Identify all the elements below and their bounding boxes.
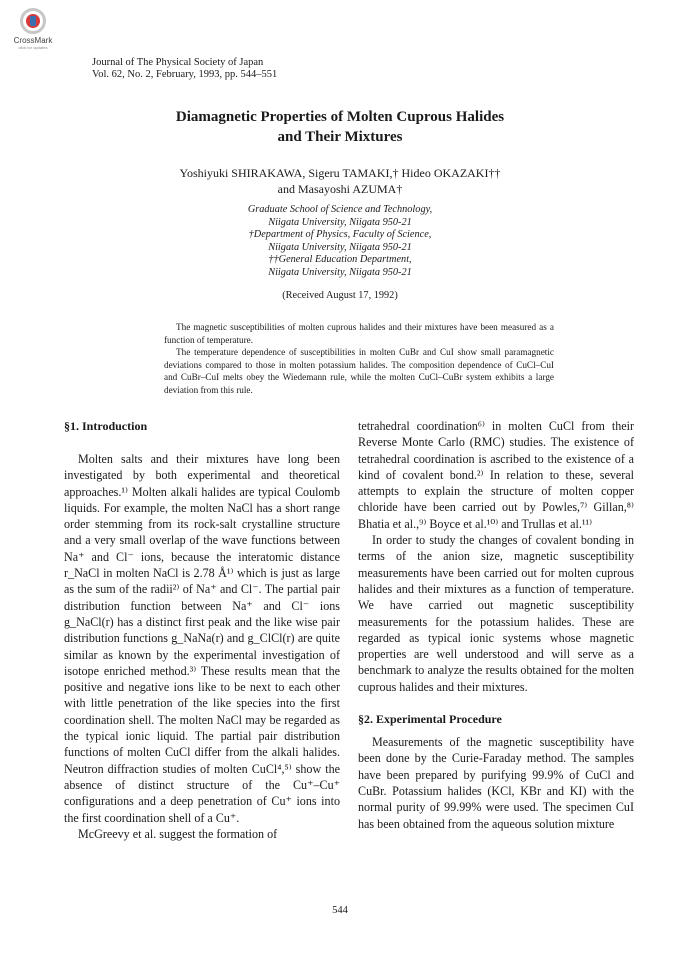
journal-volume: Vol. 62, No. 2, February, 1993, pp. 544–551 xyxy=(92,69,278,80)
author-line-2: and Masayoshi AZUMA† xyxy=(277,182,403,196)
body-paragraph: Molten salts and their mixtures have long been investigated by both experimental and theoretical approaches.¹⁾ Molten alkali halides are typical Coulomb liquids. For example, the molten NaCl has a short range order stemming from its rock-salt crystalline structure and a very small overlap of the wave functions between Na⁺ and Cl⁻ ions, because the interatomic distance r_NaCl in molten NaCl is 2.78 Å¹⁾ which is just as large as the sum of the radii²⁾ of Na⁺ and Cl⁻. The partial pair distribution function between Na⁺ and Cl⁻ ions g_NaCl(r) has a distinct first peak and the like wise pair distribution functions g_NaNa(r) and g_ClCl(r) are quite similar as known by the experimental investigation of isotope enriched method.³⁾ These results mean that the positive and negative ions like to be next to each other with little penetration of the like species into the first coordination shell. The molten NaCl may be regarded as the typical ionic liquid. The partial pair distribution functions of molten CuCl differ from the alkali halides. Neutron diffraction studies of molten CuCl⁴,⁵⁾ show the absence of distinct structure of the Cu⁺–Cu⁺ configurations and a deep penetration of Cu⁺ ions into the first coordination shell of a Cu⁺. xyxy=(64,452,340,825)
abstract-paragraph: The temperature dependence of susceptibilities in molten CuBr and CuI show small paramagnetic deviations compared to those in molten potassium halides. The composition dependence of CuCl–CuI and CuBr–CuI melts obey the Wiedemann rule, while the molten CuCl–CuBr system exhibits a large deviation from this rule. xyxy=(164,347,554,395)
crossmark-sublabel: click for updates xyxy=(18,45,48,50)
crossmark-label: CrossMark xyxy=(13,36,53,45)
paper-title-line-2: and Their Mixtures xyxy=(277,129,403,145)
journal-name: Journal of The Physical Society of Japan xyxy=(92,57,264,68)
section-heading-introduction: §1. Introduction xyxy=(64,419,148,433)
crossmark-logo[interactable] xyxy=(12,8,54,50)
author-list xyxy=(0,165,680,197)
affiliation-line: Niigata University, Niigata 950-21 xyxy=(268,241,412,253)
paper-title-line-1: Diamagnetic Properties of Molten Cuprous Halides xyxy=(175,109,505,125)
journal-header xyxy=(92,57,277,81)
affiliation-line: †Department of Physics, Faculty of Science, xyxy=(248,229,432,241)
received-date: (Received August 17, 1992) xyxy=(282,290,398,301)
page-number: 544 xyxy=(332,905,348,916)
abstract-paragraph: The magnetic susceptibilities of molten cuprous halides and their mixtures have been measured as a function of temperature. xyxy=(164,322,554,345)
affiliations xyxy=(0,204,680,280)
body-paragraph: In order to study the changes of covalent bonding in terms of the anion size, magnetic susceptibility measurements have been carried out for molten cuprous halides and their mixtures as a function of temperature. We have carried out magnetic susceptibility measurements for the potassium halides. These are regarded as typical ionic systems whose magnetic properties are well understood and will serve as a benchmark to analyze the results obtained for the molten cuprous halides and their mixtures. xyxy=(358,533,634,694)
body-paragraph: Measurements of the magnetic susceptibility have been done by the Curie-Faraday method. The samples have been prepared by purifying 99.9% of CuCl and CuBr. Potassium halides (KCl, KBr and KI) with the normal purity of 99.99% were used. The specimen CuI has been obtained from the aqueous solution mixture xyxy=(358,735,634,831)
abstract xyxy=(164,321,554,396)
affiliation-line: Niigata University, Niigata 950-21 xyxy=(268,216,412,228)
body-paragraph: McGreevy et al. suggest the formation of xyxy=(78,826,278,841)
section-heading-experimental: §2. Experimental Procedure xyxy=(358,712,502,727)
affiliation-line: Graduate School of Science and Technology, xyxy=(247,204,433,215)
affiliation-line: ††General Education Department, xyxy=(268,254,412,266)
left-column xyxy=(64,418,340,842)
right-column xyxy=(358,418,634,832)
body-paragraph: tetrahedral coordination⁶⁾ in molten CuCl from their Reverse Monte Carlo (RMC) studies. The existence of tetrahedral coordination is ascribed to the existence of a kind of covalent bond.²⁾ In relation to these, several attempts to explain the structure of molten copper chloride have been carried out by Powles,⁷⁾ Gillan,⁸⁾ Bhatia et al.,⁹⁾ Boyce et al.¹⁰⁾ and Trullas et al.¹¹⁾ xyxy=(358,419,634,531)
crossmark-icon xyxy=(20,8,46,34)
paper-title xyxy=(0,107,680,147)
affiliation-line: Niigata University, Niigata 950-21 xyxy=(268,266,412,278)
author-line-1: Yoshiyuki SHIRAKAWA, Sigeru TAMAKI,† Hideo OKAZAKI†† xyxy=(179,166,501,180)
